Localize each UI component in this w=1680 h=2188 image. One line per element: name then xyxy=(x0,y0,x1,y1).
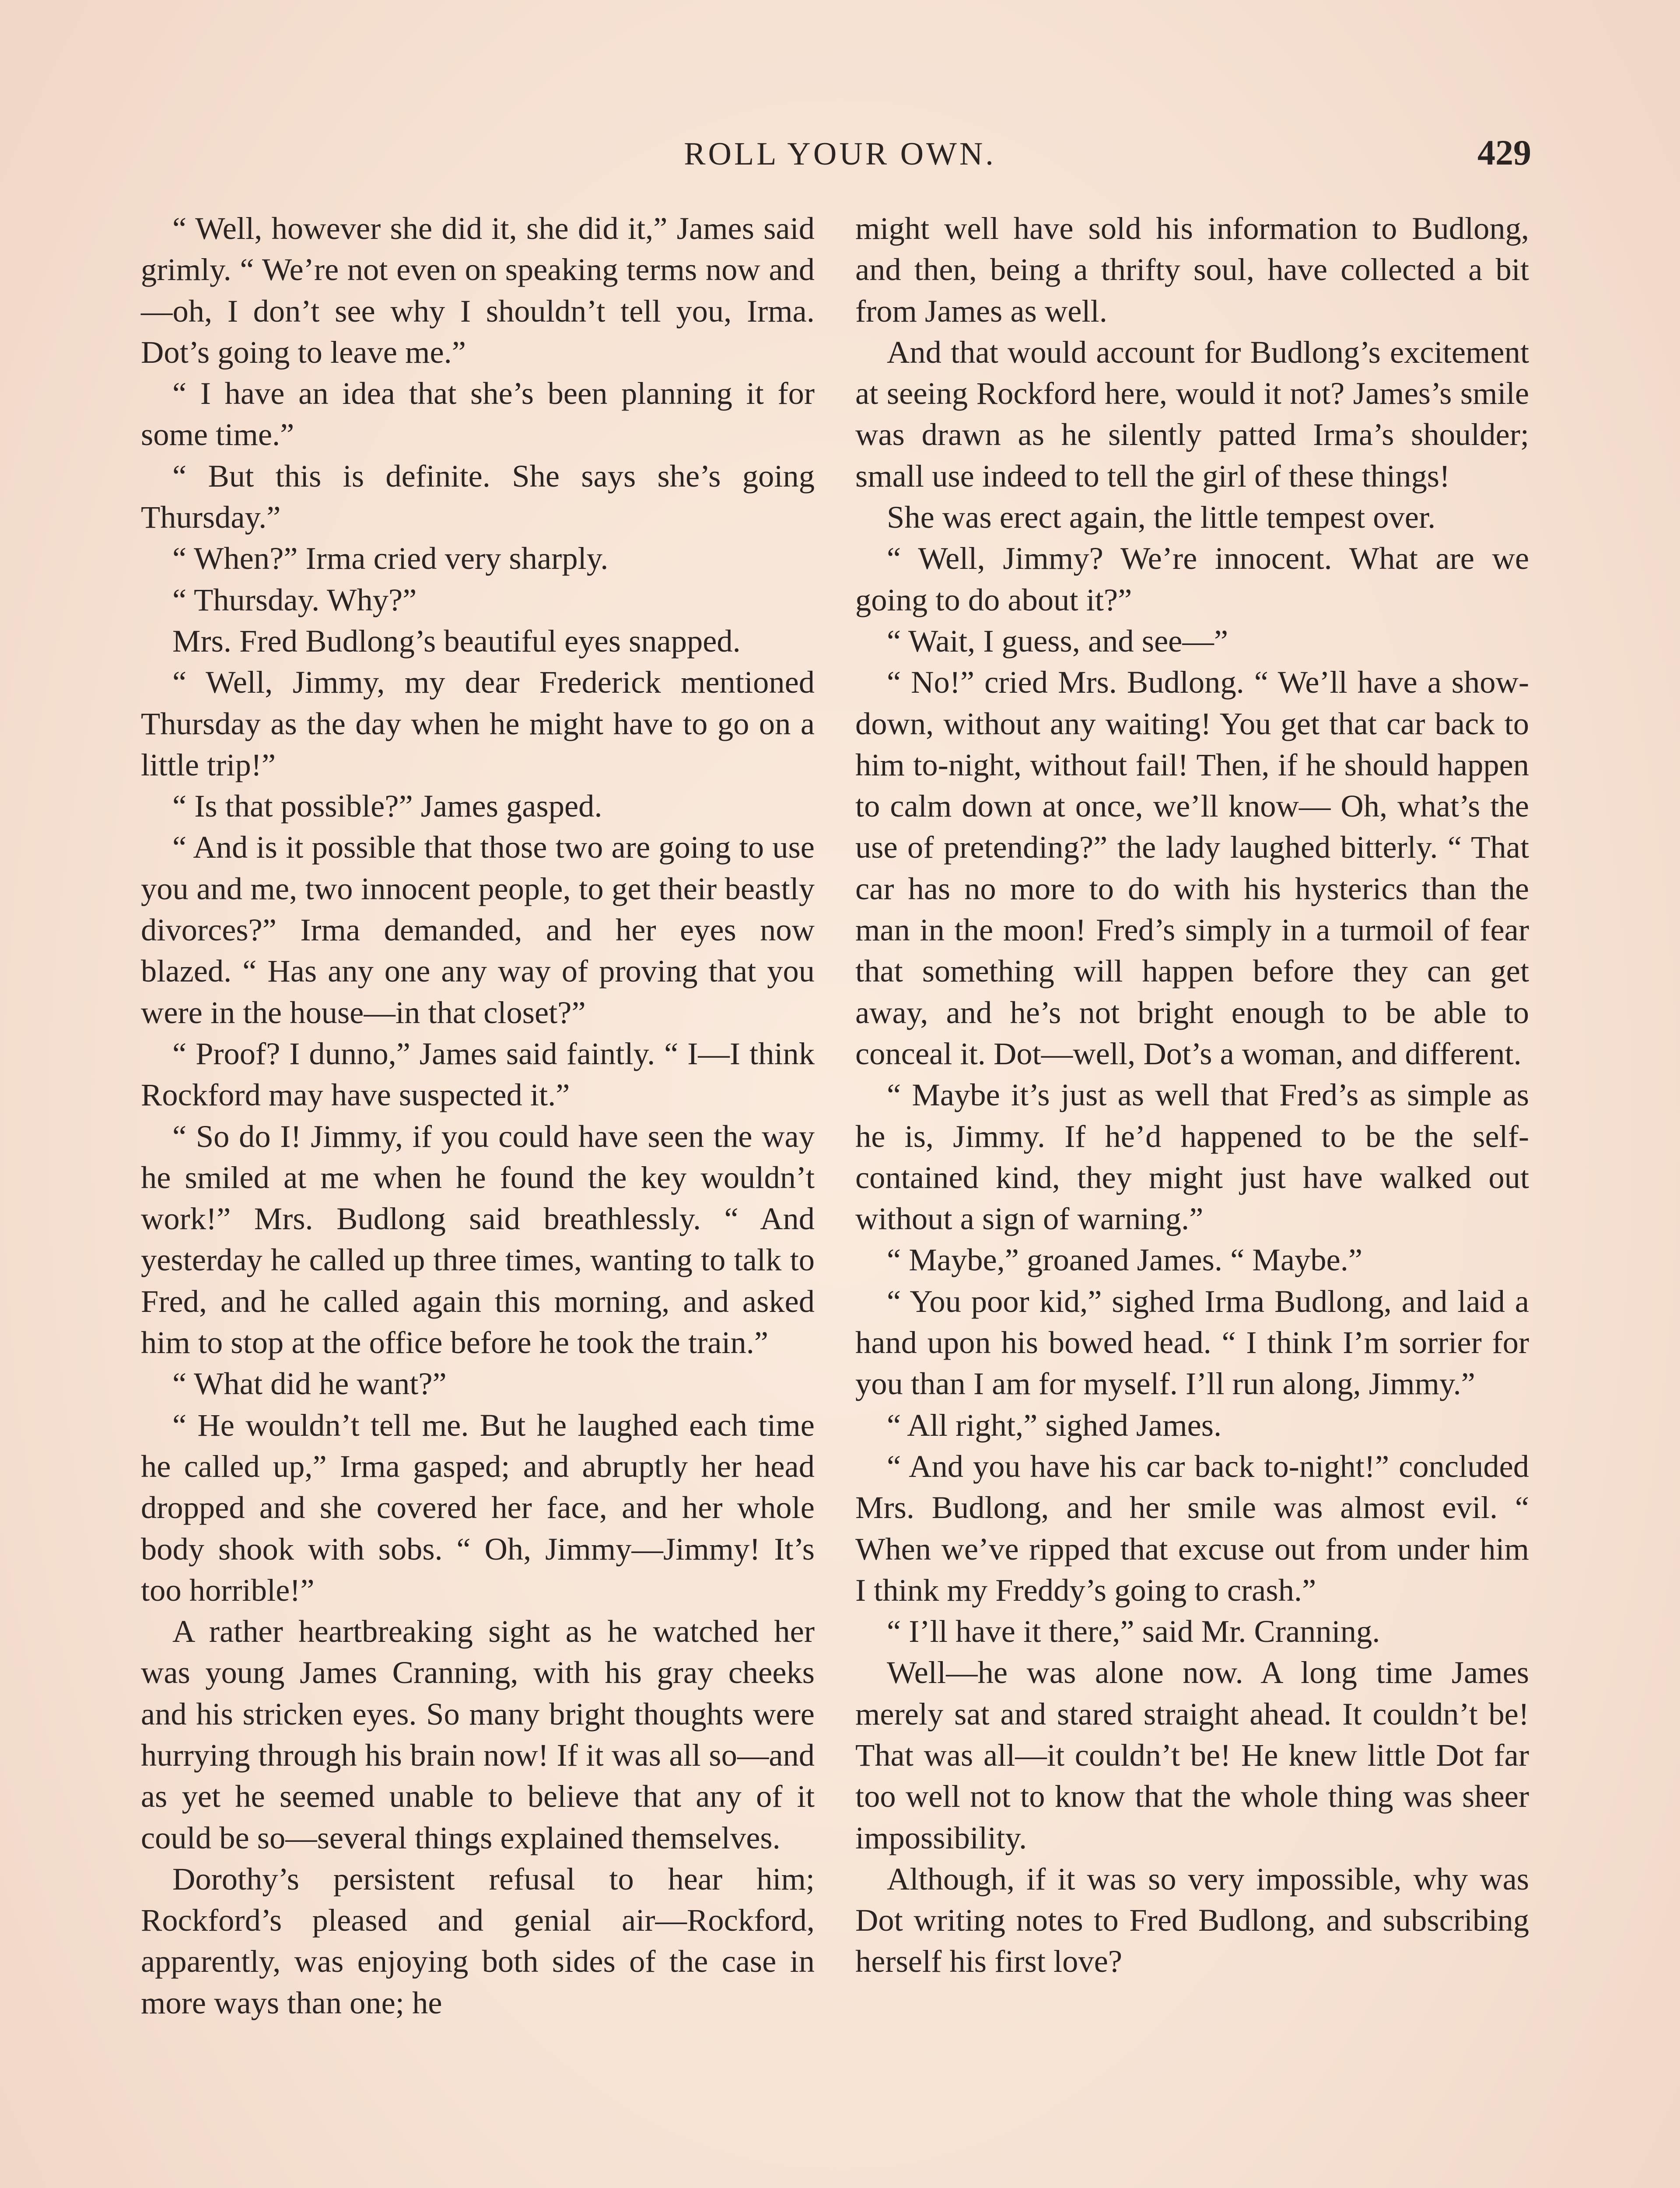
paragraph: “ Thursday. Why?” xyxy=(172,582,417,617)
paragraph: Although, if it was so very impossible, why was Dot writing notes to Fred Budlong, and subscribing herself his first love? xyxy=(855,1861,1529,1979)
paragraph: “ Wait, I guess, and see—” xyxy=(887,623,1228,659)
paragraph: might well have sold his information to Budlong, and then, being a thrifty soul, have collected a bit from James as well. xyxy=(855,210,1529,329)
paragraph: “ So do I! Jimmy, if you could have seen the way he smiled at me when he found the key wouldn’t work!” Mrs. Budlong said breathlessly. “ And yesterday he called up three times, wanting to talk to Fred, and he called again this morning, and asked him to stop at the office before he took the train.” xyxy=(141,1118,815,1360)
paragraph: “ Well, Jimmy, my dear Frederick mentioned Thursday as the day when he might have to go on a little trip!” xyxy=(141,664,815,782)
paragraph: “ Maybe it’s just as well that Fred’s as simple as he is, Jimmy. If he’d happened to be the self-contained kind, they might just have walked out without a sign of warning.” xyxy=(855,1077,1529,1237)
paragraph: “ All right,” sighed James. xyxy=(887,1407,1222,1443)
running-title: ROLL YOUR OWN. xyxy=(684,136,996,172)
paragraph: “ He wouldn’t tell me. But he laughed each time he called up,” Irma gasped; and abruptly her head dropped and she covered her face, and her whole body shook with sobs. “ Oh, Jimmy—Jimmy! It’s too horrible!” xyxy=(141,1407,815,1608)
paragraph: “ Maybe,” groaned James. “ Maybe.” xyxy=(887,1242,1363,1278)
paragraph: A rather heartbreaking sight as he watched her was young James Cranning, with his gray cheeks and his stricken eyes. So many bright thoughts were hurrying through his brain now! If it was all so—and as yet he seemed unable to believe that any of it could be so—several things explained themselves. xyxy=(141,1613,815,1855)
page-number: 429 xyxy=(1477,133,1531,172)
paragraph: “ You poor kid,” sighed Irma Budlong, and laid a hand upon his bowed head. “ I think I’m sorrier for you than I am for myself. I’ll run along, Jimmy.” xyxy=(855,1283,1529,1402)
right-text-column xyxy=(855,208,1529,1982)
paragraph: “ Is that possible?” James gasped. xyxy=(172,788,602,824)
paragraph: “ No!” cried Mrs. Budlong. “ We’ll have a show-down, without any waiting! You get that car back to him to-night, without fail! Then, if he should happen to calm down at once, we’ll know— Oh, what’s the use of pretending?” the lady laughed bitterly. “ That car has no more to do with his hysterics than the man in the moon! Fred’s simply in a turmoil of fear that something will happen before they can get away, and he’s not bright enough to be able to conceal it. Dot—well, Dot’s a woman, and different. xyxy=(855,664,1529,1071)
paragraph: Dorothy’s persistent refusal to hear him; Rockford’s pleased and genial air—Rockford, apparently, was enjoying both sides of the case in more ways than one; he xyxy=(141,1861,815,2020)
paragraph: “ I have an idea that she’s been planning it for some time.” xyxy=(141,375,815,452)
paragraph: “ I’ll have it there,” said Mr. Cranning. xyxy=(887,1613,1380,1649)
paragraph: Well—he was alone now. A long time James merely sat and stared straight ahead. It couldn’t be! That was all—it couldn’t be! He knew little Dot far too well not to know that the whole thing was sheer impossibility. xyxy=(855,1655,1529,1855)
paragraph: “ But this is definite. She says she’s going Thursday.” xyxy=(141,458,815,535)
paragraph: “ And you have his car back to-night!” concluded Mrs. Budlong, and her smile was almost evil. “ When we’ve ripped that excuse out from under him I think my Freddy’s going to crash.” xyxy=(855,1448,1529,1608)
paragraph: “ What did he want?” xyxy=(172,1366,447,1402)
paragraph: Mrs. Fred Budlong’s beautiful eyes snapped. xyxy=(172,623,741,659)
running-head xyxy=(0,130,1680,183)
paragraph: And that would account for Budlong’s excitement at seeing Rockford here, would it not? James’s smile was drawn as he silently patted Irma’s shoulder; small use indeed to tell the girl of these things! xyxy=(855,334,1529,494)
paragraph: “ And is it possible that those two are going to use you and me, two innocent people, to get their beastly divorces?” Irma demanded, and her eyes now blazed. “ Has any one any way of proving that you were in the house—in that closet?” xyxy=(141,829,815,1030)
paragraph: “ Well, Jimmy? We’re innocent. What are we going to do about it?” xyxy=(855,540,1529,617)
left-text-column xyxy=(141,208,815,2023)
paragraph: “ When?” Irma cried very sharply. xyxy=(172,540,609,576)
paragraph: She was erect again, the little tempest over. xyxy=(887,499,1436,535)
paragraph: “ Well, however she did it, she did it,” James said grimly. “ We’re not even on speaking terms now and—oh, I don’t see why I shouldn’t tell you, Irma. Dot’s going to leave me.” xyxy=(141,210,815,370)
paragraph: “ Proof? I dunno,” James said faintly. “ I—I think Rockford may have suspected it.” xyxy=(141,1035,815,1113)
